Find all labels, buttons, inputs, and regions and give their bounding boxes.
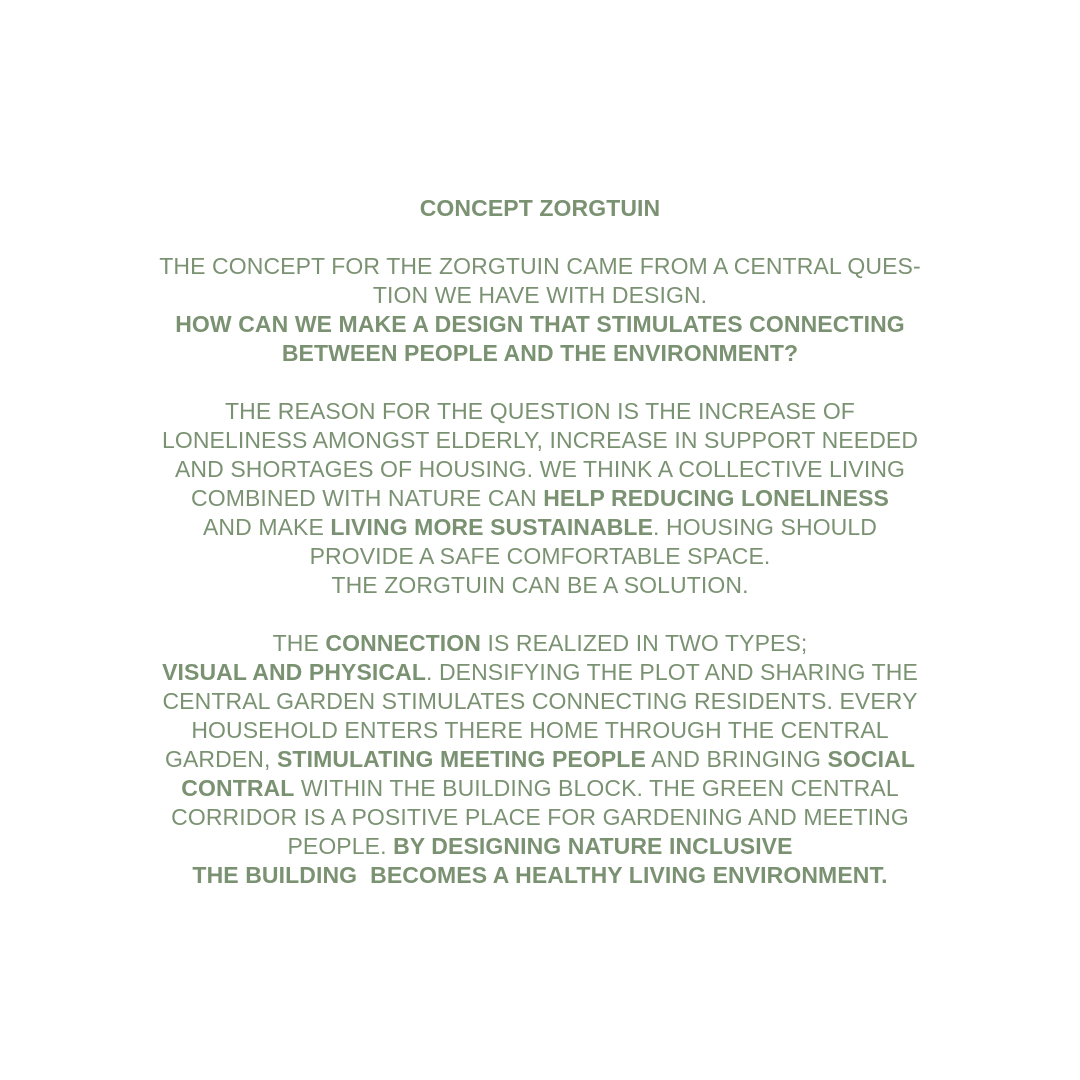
page-title: CONCEPT ZORGTUIN: [419, 195, 661, 221]
connection-line-3: CENTRAL GARDEN STIMULATES CONNECTING RESIDENTS. EVERY: [162, 688, 918, 714]
highlight-contral: CONTRAL: [181, 775, 295, 801]
connection-line-1: [100, 629, 980, 658]
intro-line-1: THE CONCEPT FOR THE ZORGTUIN CAME FROM A CENTRAL QUES-: [159, 253, 921, 279]
reason-line-3: AND SHORTAGES OF HOUSING. WE THINK A COLLECTIVE LIVING: [174, 456, 906, 482]
reason-line-7: THE ZORGTUIN CAN BE A SOLUTION.: [331, 572, 749, 598]
connection-line-6: [100, 774, 980, 803]
highlight-nature-inclusive: BY DESIGNING NATURE INCLUSIVE: [393, 833, 793, 859]
reason-line-5-text-a: AND MAKE: [202, 514, 331, 540]
highlight-connection: CONNECTION: [325, 630, 482, 656]
connection-line-8: [100, 832, 980, 861]
intro-line-2: TION WE HAVE WITH DESIGN.: [372, 282, 708, 308]
connection-line-5-text-a: GARDEN,: [165, 746, 277, 772]
connection-line-4: HOUSEHOLD ENTERS THERE HOME THROUGH THE CENTRAL: [191, 717, 889, 743]
highlight-visual-physical: VISUAL AND PHYSICAL: [162, 659, 426, 685]
connection-line-2-text: . DENSIFYING THE PLOT AND SHARING THE: [425, 659, 918, 685]
connection-line-5: [100, 745, 980, 774]
connection-line-8-text: PEOPLE.: [287, 833, 394, 859]
spacer: [100, 223, 980, 252]
central-question-line-1: HOW CAN WE MAKE A DESIGN THAT STIMULATES CONNECTING: [175, 311, 905, 337]
reason-line-4: [100, 484, 980, 513]
paragraph-connection: [100, 629, 980, 890]
reason-line-2: LONELINESS AMONGST ELDERLY, INCREASE IN SUPPORT NEEDED: [161, 427, 919, 453]
highlight-social: SOCIAL: [827, 746, 915, 772]
highlight-meeting-people: STIMULATING MEETING PEOPLE: [276, 746, 646, 772]
connection-line-9: THE BUILDING BECOMES A HEALTHY LIVING ENVIRONMENT.: [192, 862, 888, 888]
connection-line-1-text-b: IS REALIZED IN TWO TYPES;: [481, 630, 808, 656]
reason-line-5: [100, 513, 980, 542]
reason-line-4-text: COMBINED WITH NATURE CAN: [191, 485, 544, 511]
concept-text-block: [100, 194, 980, 890]
connection-line-6-text: WITHIN THE BUILDING BLOCK. THE GREEN CENTRAL: [294, 775, 899, 801]
connection-line-1-text-a: THE: [272, 630, 326, 656]
connection-line-5-text-b: AND BRINGING: [645, 746, 828, 772]
connection-line-7: CORRIDOR IS A POSITIVE PLACE FOR GARDENING AND MEETING: [171, 804, 909, 830]
connection-line-2: [100, 658, 980, 687]
highlight-reducing-loneliness: HELP REDUCING LONELINESS: [543, 485, 889, 511]
central-question-line-2: BETWEEN PEOPLE AND THE ENVIRONMENT?: [281, 340, 799, 366]
reason-line-1: THE REASON FOR THE QUESTION IS THE INCREASE OF: [225, 398, 855, 424]
reason-line-5-text-b: . HOUSING SHOULD: [653, 514, 877, 540]
paragraph-reason: [100, 397, 980, 600]
reason-line-6: PROVIDE A SAFE COMFORTABLE SPACE.: [309, 543, 771, 569]
paragraph-intro: [100, 252, 980, 368]
spacer: [100, 368, 980, 397]
highlight-sustainable: LIVING MORE SUSTAINABLE: [330, 514, 654, 540]
spacer: [100, 600, 980, 629]
